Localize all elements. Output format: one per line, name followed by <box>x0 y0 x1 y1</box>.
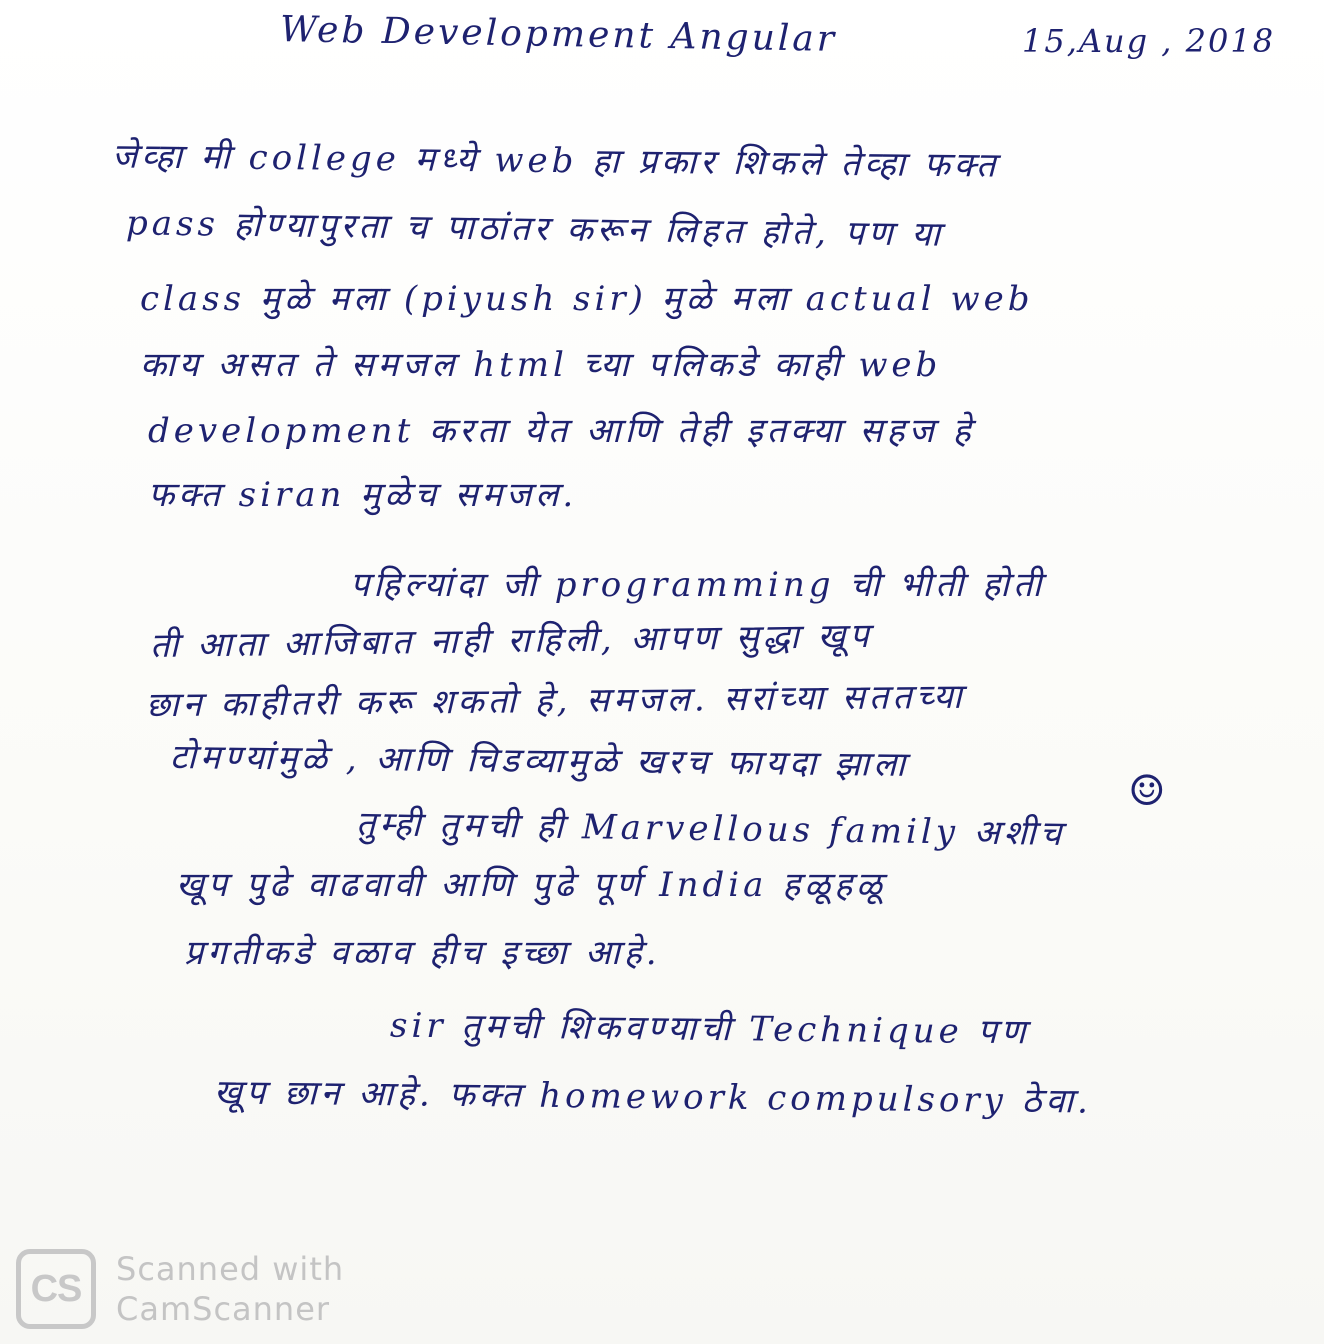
watermark-line-2: CamScanner <box>116 1290 331 1328</box>
text-line-1: जेव्हा मी college मध्ये web हा प्रकार शिकले तेव्हा फक्त <box>111 136 1000 186</box>
text-line-5: development करता येत आणि तेही इतक्या सहज हे <box>148 411 975 451</box>
camscanner-logo-icon: CS <box>16 1249 96 1329</box>
text-line-14: sir तुमची शिकवण्याची Technique पण <box>389 1005 1030 1053</box>
smiley-face-icon: ☺ <box>1128 766 1167 815</box>
text-line-4: काय असत ते समजल html च्या पलिकडे काही web <box>140 345 942 385</box>
text-line-12: खूप पुढे वाढवावी आणि पुढे पूर्ण India हळूहळू <box>176 865 887 905</box>
text-line-11: तुम्ही तुमची ही Marvellous family अशीच <box>355 804 1066 854</box>
text-line-3: class मुळे मला (piyush sir) मुळे मला actual web <box>140 279 1034 319</box>
watermark-line-1: Scanned with <box>116 1250 345 1288</box>
text-line-10: टोमण्यांमुळे , आणि चिडव्यामुळे खरच फायदा झाला <box>169 737 910 785</box>
text-line-8: ती आता आजिबात नाही राहिली, आपण सुद्धा खूप <box>149 615 873 667</box>
page-date: 15,Aug , 2018 <box>1022 22 1276 60</box>
camscanner-watermark <box>16 1246 346 1332</box>
watermark-text <box>116 1249 344 1329</box>
text-line-9: छान काहीतरी करू शकतो हे, समजल. सरांच्या सततच्या <box>145 676 966 726</box>
text-line-15: खूप छान आहे. फक्त homework compulsory ठेवा. <box>213 1072 1093 1122</box>
page-title: Web Development Angular <box>279 9 838 60</box>
text-line-7: पहिल्यांदा जी programming ची भीती होती <box>350 565 1046 605</box>
text-line-6: फक्त siran मुळेच समजल. <box>148 475 578 515</box>
text-line-13: प्रगतीकडे वळाव हीच इच्छा आहे. <box>184 933 661 973</box>
text-line-2: pass होण्यापुरता च पाठांतर करून लिहत होते, पण या <box>125 203 945 255</box>
